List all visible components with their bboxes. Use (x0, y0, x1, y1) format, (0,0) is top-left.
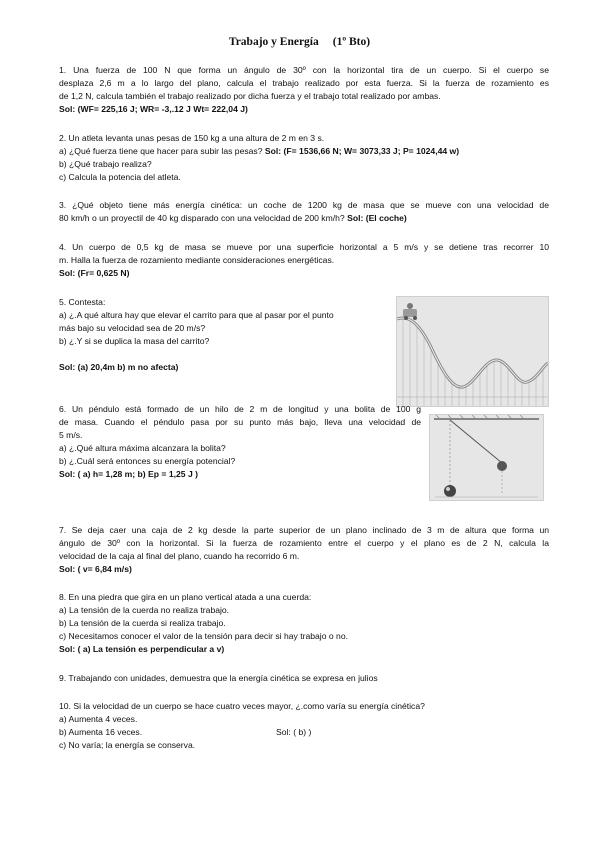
question-4 (59, 241, 549, 280)
q4-line-2: m. Halla la fuerza de rozamiento mediante consideraciones energéticas. (59, 255, 335, 265)
q7-line-3: velocidad de la caja al final del plano, cuando ha recorrido 6 m. (59, 551, 300, 561)
page-title (0, 36, 599, 48)
q2-part-b: b) ¿Qué trabajo realiza? (59, 159, 152, 169)
q2-part-c: c) Calcula la potencia del atleta. (59, 172, 181, 182)
q5-part-b: b) ¿.Y si se duplica la masa del carrito? (59, 336, 210, 346)
q6-part-a: a) ¿.Qué altura máxima alcanzara la bolita? (59, 443, 226, 453)
q3-line-2: 80 km/h o un proyectil de 40 kg disparado con una velocidad de 200 km/h? (59, 213, 345, 223)
question-1 (59, 64, 549, 116)
q8-line-1: 8. En una piedra que gira en un plano vertical atada a una cuerda: (59, 592, 312, 602)
q6-part-b: b) ¿.Cuál será entonces su energía potencial? (59, 456, 236, 466)
q10-solution: Sol: ( b) ) (276, 727, 312, 737)
pendulum-figure (429, 414, 544, 501)
question-8 (59, 591, 549, 656)
q3-line-1: 3. ¿Qué objeto tiene más energía cinética: un coche de 1200 kg de masa que se mueve con una velocidad de (59, 200, 549, 210)
question-3 (59, 199, 549, 225)
q10-line-1: 10. Si la velocidad de un cuerpo se hace cuatro veces mayor, ¿.como varía su energía cinética? (59, 701, 425, 711)
title-main: Trabajo y Energía (228, 36, 319, 48)
q6-line-1: 6. Un péndulo está formado de un hilo de 2 m de longitud y una bolita de 100 g (59, 404, 421, 414)
q4-solution: Sol: (Fr= 0,625 N) (59, 268, 130, 278)
q5-solution: Sol: (a) 20,4m b) m no afecta) (59, 362, 179, 372)
q4-line-1: 4. Un cuerpo de 0,5 kg de masa se mueve por una superficie horizontal a 5 m/s y se detiene tras recorrer 10 (59, 242, 549, 252)
q2-solution: Sol: (F= 1536,66 N; W= 3073,33 J; P= 1024,44 w) (264, 146, 460, 156)
q3-solution: Sol: (El coche) (347, 213, 407, 223)
q7-line-2: ángulo de 30º con la horizontal. Si la fuerza de rozamiento entre el cuerpo y el plano es de 2 N, calcula la (59, 538, 549, 548)
q7-line-1: 7. Se deja caer una caja de 2 kg desde la parte superior de un plano inclinado de 3 m de altura que forma un (59, 525, 549, 535)
q10-part-c: c) No varía; la energía se conserva. (59, 740, 196, 750)
q1-line-1: 1. Una fuerza de 100 N que forma un ángulo de 30º con la horizontal tira de un cuerpo. Si el cuerpo se (59, 65, 549, 75)
question-6 (59, 403, 421, 481)
q5-line-1: 5. Contesta: (59, 297, 106, 307)
q5-part-a-1: a) ¿.A qué altura hay que elevar el carrito para que al pasar por el punto (59, 310, 334, 320)
question-10 (59, 700, 549, 752)
q1-solution: Sol: (WF= 225,16 J; WR= -3,.12 J Wt= 222,04 J) (59, 104, 248, 114)
q6-line-3: 5 m/s. (59, 430, 83, 440)
q7-solution: Sol: ( v= 6,84 m/s) (59, 564, 132, 574)
q10-part-a: a) Aumenta 4 veces. (59, 714, 138, 724)
title-level: (1º Bto) (332, 36, 371, 48)
q8-solution: Sol: ( a) La tensión es perpendicular a v) (59, 644, 225, 654)
q1-line-3: de 1,2 N, calcula también el trabajo realizado por dicha fuerza y el trabajo total realizado por ambas. (59, 91, 441, 101)
q2-line-1: 2. Un atleta levanta unas pesas de 150 kg a una altura de 2 m en 3 s. (59, 133, 325, 143)
q8-part-c: c) Necesitamos conocer el valor de la tensión para decir si hay trabajo o no. (59, 631, 348, 641)
question-2 (59, 132, 549, 184)
q6-solution: Sol: ( a) h= 1,28 m; b) Ep = 1,25 J ) (59, 469, 198, 479)
q8-part-a: a) La tensión de la cuerda no realiza trabajo. (59, 605, 230, 615)
q1-line-2: desplaza 2,6 m a lo largo del plano, calcula el trabajo realizado por esta fuerza. Si la fuerza de rozamiento es (59, 78, 549, 88)
question-9 (59, 672, 549, 685)
q10-part-b: b) Aumenta 16 veces. (59, 727, 143, 737)
roller-coaster-figure (396, 296, 549, 407)
question-7 (59, 524, 549, 576)
q9-line-1: 9. Trabajando con unidades, demuestra que la energía cinética se expresa en julios (59, 673, 378, 683)
q5-part-a-2: más bajo su velocidad sea de 20 m/s? (59, 323, 206, 333)
question-5 (59, 296, 394, 374)
q2-part-a: a) ¿Qué fuerza tiene que hacer para subir las pesas? (59, 146, 263, 156)
q6-line-2: de masa. Cuando el péndulo pasa por su punto más bajo, lleva una velocidad de (59, 417, 421, 427)
q8-part-b: b) La tensión de la cuerda si realiza trabajo. (59, 618, 226, 628)
